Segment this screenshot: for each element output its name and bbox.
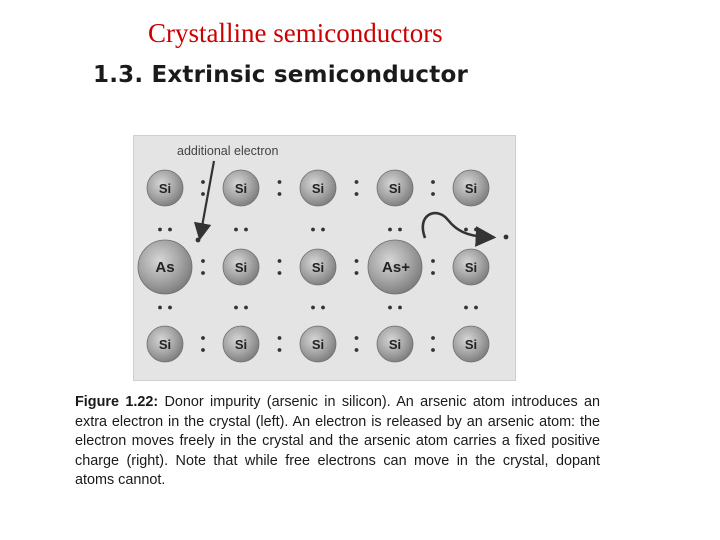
bond-electron [355,180,359,184]
additional-electron-label: additional electron [177,144,279,158]
atom-label: Si [464,260,478,275]
slide-title: Crystalline semiconductors [148,18,443,48]
silicon-atom [453,170,489,206]
bond-electron [355,192,359,196]
bond-electron [278,271,282,275]
bond-electron [321,228,325,232]
crystal-lattice-figure [133,135,516,381]
bond-electron [355,259,359,263]
bond-electron [201,192,205,196]
atom-label: Si [158,181,172,196]
silicon-atom [453,326,489,362]
bond-electron [311,306,315,310]
caption-label: Figure 1.22: [75,394,159,410]
bond-electron [431,192,435,196]
silicon-atom [223,326,259,362]
figure-caption [75,393,600,491]
bond-electron [201,348,205,352]
silicon-atom [300,170,336,206]
section-heading: 1.3. Extrinsic semiconductor [93,62,469,88]
atom-label: Si [234,337,248,352]
bond-electron [355,336,359,340]
bond-electron [311,228,315,232]
atom-label: As [155,259,175,276]
atom-label: Si [311,181,325,196]
atom-label: Si [234,181,248,196]
bond-electron [474,228,478,232]
bond-electron [244,306,248,310]
atom-label: Si [234,260,248,275]
bond-electron [388,228,392,232]
silicon-atom [377,170,413,206]
silicon-atom [223,170,259,206]
pointer-arrow [201,161,214,232]
extra-electron [196,238,201,243]
bond-electron [398,228,402,232]
bond-electron [431,348,435,352]
bond-electron [234,306,238,310]
bond-electron [464,228,468,232]
bond-electron [201,271,205,275]
bond-electron [431,336,435,340]
atom-label: Si [464,181,478,196]
bond-electron [201,259,205,263]
atom-label: Si [311,260,325,275]
bond-electron [431,271,435,275]
silicon-atom [147,170,183,206]
free-electron [504,235,509,240]
bond-electron [278,348,282,352]
atom-label: Si [311,337,325,352]
bond-electron [431,259,435,263]
silicon-atom [223,249,259,285]
arsenic-atom [138,240,192,294]
bond-electron [398,306,402,310]
atom-label: Si [158,337,172,352]
bond-electron [158,306,162,310]
bond-electron [388,306,392,310]
silicon-atom [147,326,183,362]
atom-label: Si [388,337,402,352]
lattice-diagram [134,136,515,380]
atom-label: As+ [382,259,410,276]
caption-text: Donor impurity (arsenic in silicon). An arsenic atom introduces an extra electron in the crystal (left). An electron is released by an arsenic atom: the electron moves freely in the crystal and the arsenic atom carries a fixed positive charge (right). Note that while free electrons can move in the crystal, dopant atoms cannot. [75,394,601,488]
bond-electron [278,192,282,196]
silicon-atom [377,326,413,362]
bond-electron [355,271,359,275]
atom-layer [138,170,489,362]
bond-electron [278,180,282,184]
silicon-atom [300,249,336,285]
bond-electron [355,348,359,352]
bond-electron [201,336,205,340]
bond-electron [278,259,282,263]
atom-label: Si [388,181,402,196]
bond-electron [158,228,162,232]
bond-electron [278,336,282,340]
atom-label: Si [464,337,478,352]
silicon-atom [453,249,489,285]
bond-electron [321,306,325,310]
released-electron-path [423,213,486,238]
bond-electron [464,306,468,310]
bond-electron [201,180,205,184]
silicon-atom [300,326,336,362]
bond-electron [244,228,248,232]
arsenic-atom [368,240,422,294]
bond-electron [474,306,478,310]
bond-electron [234,228,238,232]
bond-electron [168,228,172,232]
bond-electron [168,306,172,310]
bond-electron [431,180,435,184]
